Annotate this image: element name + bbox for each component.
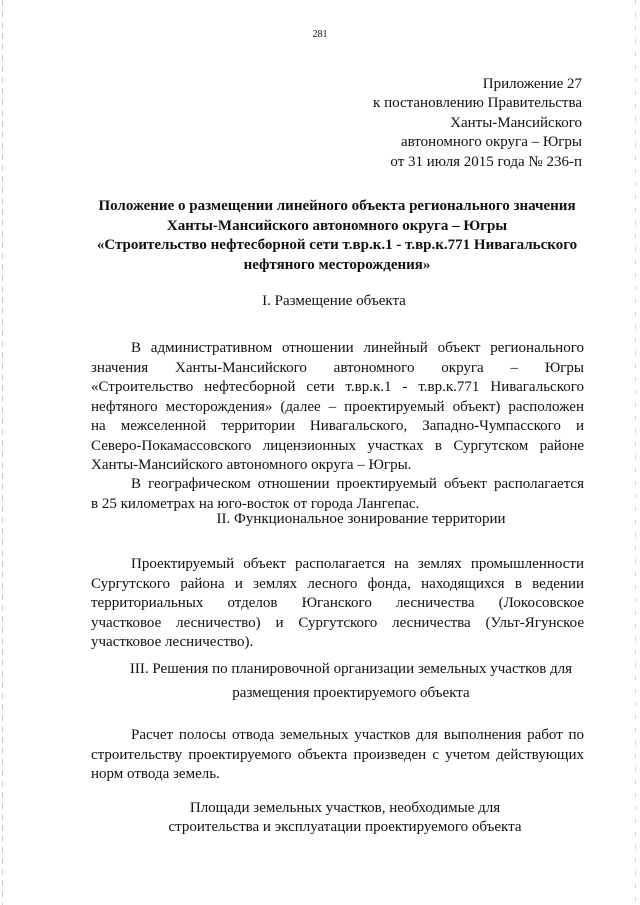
paragraph-line: норм отвода земель. (91, 766, 220, 782)
section-heading-text: III. Решения по планировочной организации земельных участков для (129, 661, 573, 677)
paragraph-line: участковое лесничество) и Сургутского лесничества (Ульт-Ягунское (91, 614, 584, 631)
subheading-line: строительства и эксплуатации проектируемого объекта (168, 819, 522, 835)
page-number: 281 (312, 29, 328, 40)
appendix-line: к постановлению Правительства (373, 95, 582, 112)
paragraph-line: Северо-Покамассовского лицензионных участках в Сургутском районе (91, 437, 584, 454)
paragraph-line: «Строительство нефтесборной сети т.вр.к.1 - т.вр.к.771 Нивагальского (91, 379, 584, 395)
scan-edge-left (2, 0, 3, 905)
title-line: Положение о размещении линейного объекта регионального значения (98, 198, 576, 214)
paragraph-line: В географическом отношении проектируемый объект располагается (131, 476, 584, 492)
section-3-paragraph (91, 726, 584, 785)
paragraph-line: строительству проектируемого объекта произведен с учетом действующих (91, 746, 584, 763)
subheading-line: Площади земельных участков, необходимые для (189, 800, 501, 816)
title-line: «Строительство нефтесборной сети т.вр.к.1 - т.вр.к.771 Нивагальского (96, 237, 578, 253)
section-2-paragraph (91, 555, 584, 653)
appendix-line: автономного округа – Югры (400, 134, 582, 151)
section-heading-text: II. Функциональное зонирование территории (216, 511, 506, 527)
appendix-line: Приложение 27 (482, 76, 582, 92)
section-1-paragraph-2 (91, 475, 584, 514)
paragraph-line: значения Ханты-Мансийского автономного округа – Югры (91, 359, 584, 376)
section-1-paragraph-1 (91, 339, 584, 476)
paragraph-line: Проектируемый объект располагается на землях промышленности (131, 556, 584, 572)
paragraph-line: территориальных отделов Юганского лесничества (Локосовское (91, 595, 584, 611)
appendix-line: Ханты-Мансийского (450, 114, 582, 131)
document-title (88, 197, 586, 275)
title-line: Ханты-Мансийского автономного округа – Югры (166, 217, 508, 234)
title-line: нефтяного месторождения» (243, 256, 431, 273)
scan-edge-right (635, 0, 636, 905)
paragraph-line: в 25 километрах на юго-восток от города Лангепас. (91, 495, 420, 512)
section-heading-text: I. Размещение объекта (262, 293, 406, 309)
paragraph-line: Ханты-Мансийского автономного округа – Югры. (91, 457, 412, 473)
paragraph-line: участковое лесничество). (91, 634, 254, 650)
land-area-subheading (110, 799, 580, 837)
section-2-heading (150, 510, 572, 529)
paragraph-line: Сургутского района и землях лесного фонда, находящихся в ведении (91, 575, 584, 592)
section-3-heading (98, 660, 604, 703)
section-1-heading (174, 292, 494, 311)
section-heading-text: размещения проектируемого объекта (232, 685, 470, 701)
paragraph-line: нефтяного месторождения» (далее – проектируемый объект) расположен (91, 398, 584, 415)
appendix-line: от 31 июля 2015 года № 236-п (390, 153, 582, 170)
appendix-header (373, 75, 582, 172)
paragraph-line: В административном отношении линейный объект регионального (131, 340, 584, 356)
paragraph-line: на межселенной территории Нивагальского, Западно-Чумпасского и (91, 418, 584, 434)
paragraph-line: Расчет полосы отвода земельных участков для выполнения работ по (131, 727, 584, 743)
